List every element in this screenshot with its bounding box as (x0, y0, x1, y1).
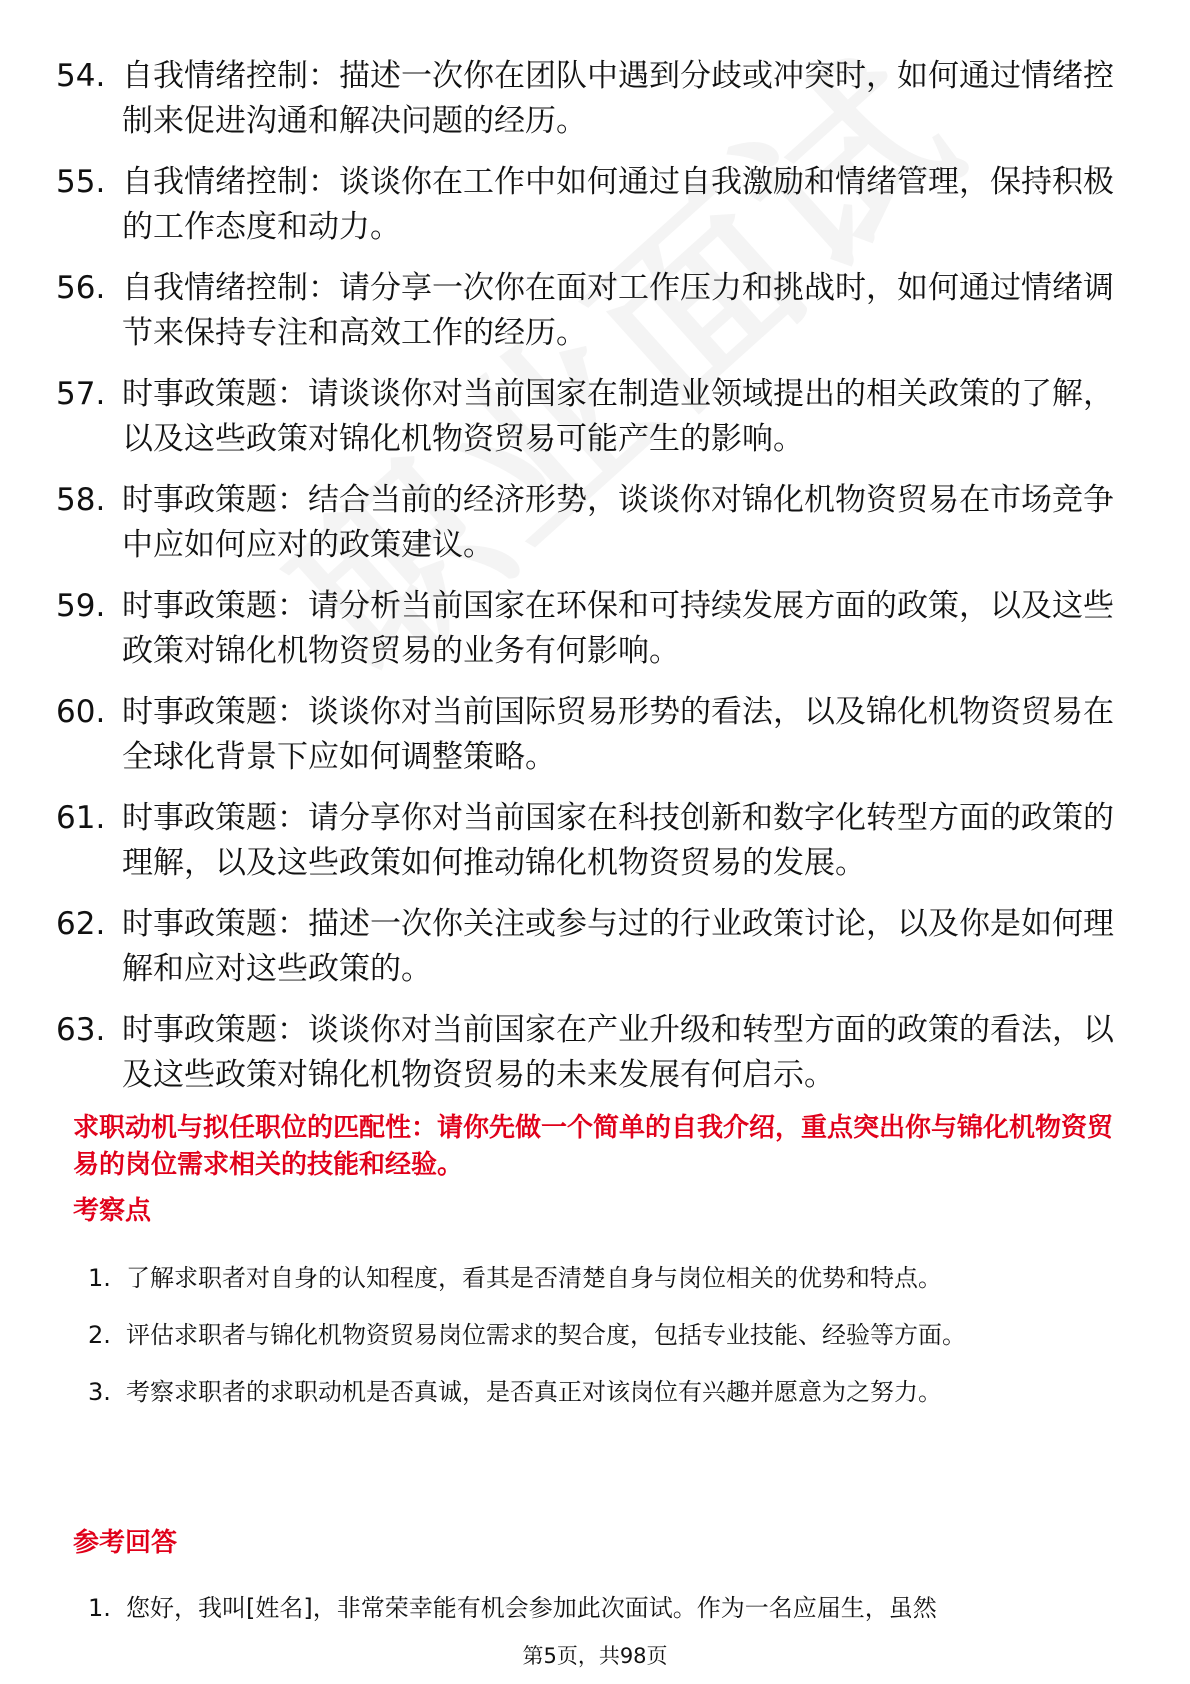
answer-text: 您好，我叫[姓名]，非常荣幸能有机会参加此次面试。作为一名应届生，虽然 (126, 1594, 937, 1622)
question-number: 54. (56, 58, 106, 94)
question-number: 58. (56, 482, 106, 518)
question-text: 时事政策题：请分享你对当前国家在科技创新和数字化转型方面的政策的理解，以及这些政策如何推动锦化机物资贸易的发展。 (122, 800, 1114, 881)
question-item (56, 796, 1116, 886)
question-text: 时事政策题：描述一次你关注或参与过的行业政策讨论，以及你是如何理解和应对这些政策的。 (122, 906, 1114, 987)
points-heading: 考察点 (73, 1196, 152, 1226)
question-text: 时事政策题：谈谈你对当前国际贸易形势的看法，以及锦化机物资贸易在全球化背景下应如何调整策略。 (122, 694, 1114, 775)
points-list (88, 1250, 1098, 1421)
question-text: 时事政策题：请分析当前国家在环保和可持续发展方面的政策，以及这些政策对锦化机物资贸易的业务有何影响。 (122, 588, 1114, 669)
question-item (56, 54, 1116, 144)
question-item (56, 1008, 1116, 1098)
answer-list (88, 1580, 1098, 1637)
question-item (56, 478, 1116, 568)
question-text: 自我情绪控制：描述一次你在团队中遇到分歧或冲突时，如何通过情绪控制来促进沟通和解决问题的经历。 (122, 58, 1114, 139)
answer-heading: 参考回答 (73, 1528, 178, 1558)
question-text: 时事政策题：谈谈你对当前国家在产业升级和转型方面的政策的看法，以及这些政策对锦化机物资贸易的未来发展有何启示。 (122, 1012, 1114, 1093)
point-text: 评估求职者与锦化机物资贸易岗位需求的契合度，包括专业技能、经验等方面。 (126, 1321, 966, 1349)
question-text: 自我情绪控制：请分享一次你在面对工作压力和挑战时，如何通过情绪调节来保持专注和高效工作的经历。 (122, 270, 1114, 351)
point-item (88, 1307, 1098, 1364)
question-item (56, 266, 1116, 356)
point-text: 考察求职者的求职动机是否真诚，是否真正对该岗位有兴趣并愿意为之努力。 (126, 1378, 942, 1406)
point-text: 了解求职者对自身的认知程度，看其是否清楚自身与岗位相关的优势和特点。 (126, 1264, 942, 1292)
point-number: 1. (88, 1264, 111, 1292)
point-number: 3. (88, 1378, 111, 1406)
question-number: 62. (56, 906, 106, 942)
answer-number: 1. (88, 1594, 111, 1622)
question-number: 55. (56, 164, 106, 200)
question-text: 自我情绪控制：谈谈你在工作中如何通过自我激励和情绪管理，保持积极的工作态度和动力。 (122, 164, 1114, 245)
question-number: 60. (56, 694, 106, 730)
question-number: 63. (56, 1012, 106, 1048)
question-number: 57. (56, 376, 106, 412)
question-number: 59. (56, 588, 106, 624)
question-item (56, 584, 1116, 674)
question-list (56, 54, 1116, 1114)
question-number: 56. (56, 270, 106, 306)
question-item (56, 372, 1116, 462)
point-number: 2. (88, 1321, 111, 1349)
question-item (56, 902, 1116, 992)
question-item (56, 160, 1116, 250)
question-item (56, 690, 1116, 780)
answer-item (88, 1580, 1098, 1637)
question-text: 时事政策题：请谈谈你对当前国家在制造业领域提出的相关政策的了解，以及这些政策对锦化机物资贸易可能产生的影响。 (122, 376, 1114, 457)
point-item (88, 1364, 1098, 1421)
point-item (88, 1250, 1098, 1307)
question-text: 时事政策题：结合当前的经济形势，谈谈你对锦化机物资贸易在市场竞争中应如何应对的政策建议。 (122, 482, 1114, 563)
section-title: 求职动机与拟任职位的匹配性：请你先做一个简单的自我介绍，重点突出你与锦化机物资贸易的岗位需求相关的技能和经验。 (73, 1113, 1114, 1180)
page-footer: 第5页，共98页 (522, 1644, 668, 1668)
question-number: 61. (56, 800, 106, 836)
